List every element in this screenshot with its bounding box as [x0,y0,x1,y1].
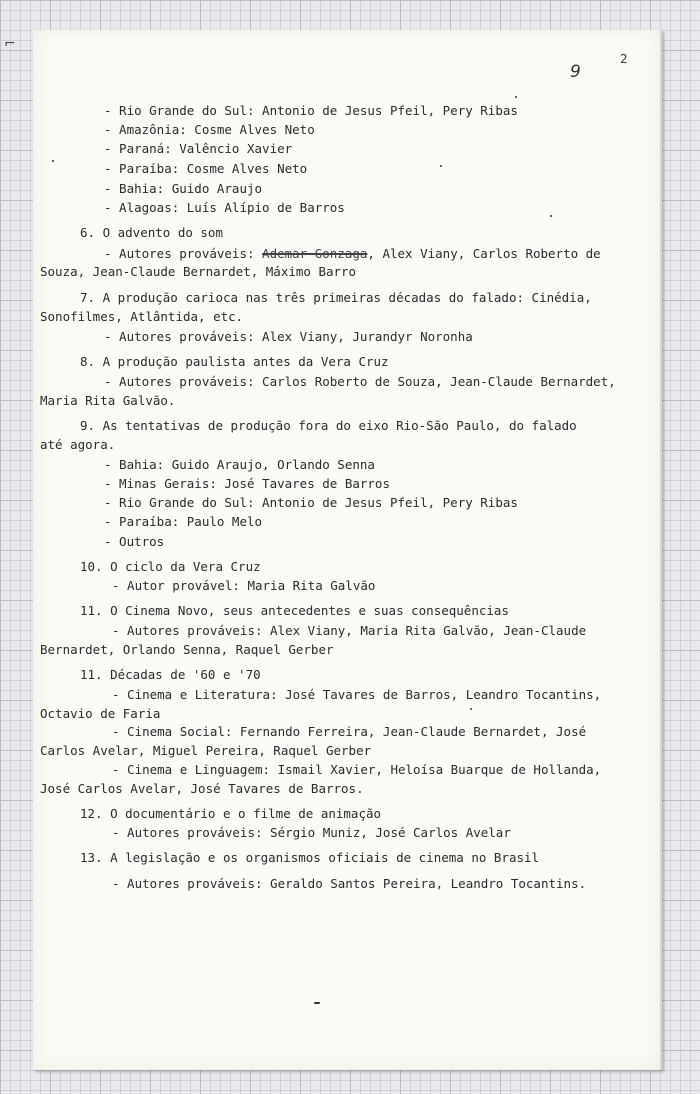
paper-speck [515,96,517,98]
section-heading-6: 6. O advento do som [80,225,223,240]
handwritten-page-number: 9 [570,62,581,82]
paper-speck [550,215,552,217]
text-line: - Cinema Social: Fernando Ferreira, Jean-Claude Bernardet, José [112,724,587,739]
text-line: - Minas Gerais: José Tavares de Barros [104,476,390,491]
text-line: - Autores prováveis: Alex Viany, Maria Rita Galvão, Jean-Claude [112,623,587,638]
text-line: Bernardet, Orlando Senna, Raquel Gerber [40,642,334,657]
section-heading-7: 7. A produção carioca nas três primeiras décadas do falado: Cinédia, [80,290,592,305]
text-line: - Outros [104,534,165,549]
text-line: - Paraíba: Paulo Melo [104,514,263,529]
section-heading-13: 13. A legislação e os organismos oficiais de cinema no Brasil [80,850,540,865]
text-line: - Cinema e Linguagem: Ismail Xavier, Heloísa Buarque de Hollanda, [112,762,602,777]
section-heading-11b: 11. Décadas de '60 e '70 [80,667,261,682]
text-line: - Bahia: Guido Araujo, Orlando Senna [104,457,375,472]
text-line: - Autores prováveis: Sérgio Muniz, José Carlos Avelar [112,825,511,840]
typed-page-number: 2 [620,52,628,66]
grid-corner-mark: ⌐ [4,36,16,52]
text-line: até agora. [40,437,116,452]
paper-speck [52,160,54,162]
paper-speck [470,708,472,710]
section-heading-11: 11. O Cinema Novo, seus antecedentes e suas consequências [80,603,509,618]
paper-speck [314,1002,320,1004]
text-line: - Paraíba: Cosme Alves Neto [104,161,308,176]
text-line: - Autores prováveis: Ademar Gonzaga, Alex Viany, Carlos Roberto de [104,246,601,261]
text-line: José Carlos Avelar, José Tavares de Barros. [40,781,364,796]
text-line: - Alagoas: Luís Alípio de Barros [104,200,345,215]
text-line: Maria Rita Galvão. [40,393,176,408]
text-line: - Amazônia: Cosme Alves Neto [104,122,315,137]
text-line: - Autores prováveis: Geraldo Santos Pereira, Leandro Tocantins. [112,876,587,891]
text-line: - Rio Grande do Sul: Antonio de Jesus Pfeil, Pery Ribas [104,103,518,118]
text-line: Sonofilmes, Atlântida, etc. [40,309,244,324]
section-heading-12: 12. O documentário e o filme de animação [80,806,382,821]
section-heading-8: 8. A produção paulista antes da Vera Cruz [80,354,389,369]
text-line: Carlos Avelar, Miguel Pereira, Raquel Gerber [40,743,372,758]
text-line: - Autor provável: Maria Rita Galvão [112,578,376,593]
section-heading-9: 9. As tentativas de produção fora do eixo Rio-São Paulo, do falado [80,418,577,433]
text-line: Souza, Jean-Claude Bernardet, Máximo Barro [40,264,357,279]
text-line: - Rio Grande do Sul: Antonio de Jesus Pfeil, Pery Ribas [104,495,518,510]
text-line: - Cinema e Literatura: José Tavares de Barros, Leandro Tocantins, [112,687,602,702]
paper-speck [440,165,442,167]
text-line: - Autores prováveis: Alex Viany, Jurandyr Noronha [104,329,473,344]
text-line: - Bahia: Guido Araujo [104,181,263,196]
text-line: Octavio de Faria [40,706,161,721]
text-line: - Autores prováveis: Carlos Roberto de Souza, Jean-Claude Bernardet, [104,374,616,389]
text-line: - Paraná: Valêncio Xavier [104,141,293,156]
section-heading-10: 10. O ciclo da Vera Cruz [80,559,261,574]
struck-out-name: Ademar Gonzaga [262,246,368,261]
